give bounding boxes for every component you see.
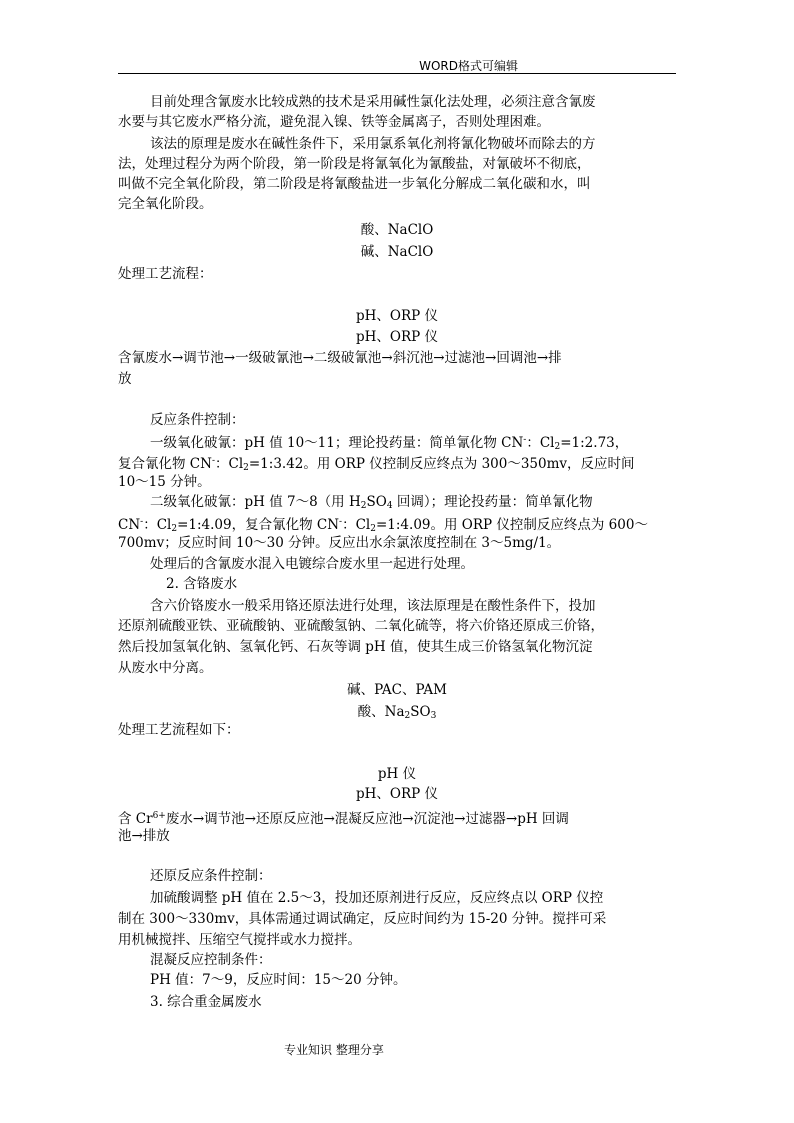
instrument-label: pH、ORP 仪 (355, 786, 439, 802)
header-rule (118, 73, 676, 74)
page-footer: 专业知识 整理分享 (284, 1043, 384, 1057)
reagent-label: 碱、PAC、PAM (347, 682, 447, 698)
process-flow: 池→排放 (118, 828, 170, 844)
paragraph-line: 然后投加氢氧化钠、氢氧化钙、石灰等调 pH 值，使其生成三价铬氢氧化物沉淀 (118, 639, 593, 655)
page-header (0, 57, 794, 77)
process-flow: 含氰废水→调节池→一级破氰池→二级破氰池→斜沉池→过滤池→回调池→排 (118, 350, 562, 366)
paragraph-line: 700mv；反应时间 10～30 分钟。反应出水余氯浓度控制在 3～5mg/1。 (118, 535, 561, 551)
section-label: 混凝反应控制条件： (150, 952, 272, 968)
paragraph-line: 从废水中分离。 (118, 660, 213, 676)
header-text: WORD格式可编辑 (419, 59, 518, 73)
paragraph-line: PH 值：7～9，反应时间：15～20 分钟。 (150, 972, 407, 988)
paragraph-line: 二级氧化破氰：pH 值 7～8（用 $H_2SO_4$ 回调）；理论投药量：简单氰化物 (150, 494, 593, 511)
paragraph-line: 还原剂硫酸亚铁、亚硫酸钠、亚硫酸氢钠、二氧化硫等，将六价铬还原成三价铬， (118, 618, 604, 634)
paragraph-line: 复合氰化物 CN-：$Cl_2=1:3.42$。用 ORP 仪控制反应终点为 300～350mv，反应时间 (118, 456, 635, 473)
paragraph-line: 一级氧化破氰：pH 值 10～11；理论投药量：简单氰化物 CN-：$Cl_2=1:2.73$， (150, 435, 629, 452)
section-label: 处理工艺流程如下： (118, 722, 240, 738)
process-flow: 放 (118, 371, 132, 387)
instrument-label: pH、ORP 仪 (355, 329, 439, 345)
paragraph-line: 加硫酸调整 pH 值在 2.5～3，投加还原剂进行反应，反应终点以 ORP 仪控 (150, 890, 604, 906)
process-flow: 含 $Cr^{6+}$废水→调节池→还原反应池→混凝反应池→沉淀池→过滤器→pH 回调 (118, 811, 569, 827)
reagent-label: 碱、NaClO (360, 244, 434, 260)
paragraph-line: 法，处理过程分为两个阶段，第一阶段是将氰氧化为氰酸盐，对氰破坏不彻底， (118, 156, 591, 172)
paragraph-line: 含六价铬废水一般采用铬还原法进行处理，该法原理是在酸性条件下，投加 (150, 598, 596, 614)
section-label: 反应条件控制： (150, 412, 245, 428)
paragraph-line: 该法的原理是废水在碱性条件下，采用氯系氧化剂将氰化物破坏而除去的方 (150, 136, 596, 152)
reagent-label: 酸、$Na_2SO_3$ (357, 704, 437, 721)
paragraph-line: 水要与其它废水严格分流，避免混入镍、铁等金属离子，否则处理困难。 (118, 114, 550, 130)
section-heading: 3. 综合重金属废水 (150, 994, 262, 1010)
section-heading: 2. 含铬废水 (166, 576, 238, 592)
section-label: 处理工艺流程： (118, 266, 213, 282)
paragraph-line: 10～15 分钟。 (118, 474, 211, 490)
section-label: 还原反应条件控制： (150, 868, 272, 884)
paragraph-line: 用机械搅拌、压缩空气搅拌或水力搅拌。 (118, 932, 361, 948)
paragraph-line: CN-：$Cl_2=1:4.09$，复合氰化物 CN-：$Cl_2=1:4.09$。用 ORP 仪控制反应终点为 600～ (118, 517, 648, 534)
paragraph-line: 处理后的含氰废水混入电镀综合废水里一起进行处理。 (150, 556, 474, 572)
instrument-label: pH、ORP 仪 (355, 308, 439, 324)
reagent-label: 酸、NaClO (360, 222, 434, 238)
paragraph-line: 叫做不完全氧化阶段，第二阶段是将氰酸盐进一步氧化分解成二氧化碳和水，叫 (118, 176, 591, 192)
paragraph-line: 目前处理含氰废水比较成熟的技术是采用碱性氯化法处理，必须注意含氰废 (150, 94, 596, 110)
paragraph-line: 制在 300～330mv，具体需通过调试确定，反应时间约为 15-20 分钟。搅拌可采 (118, 911, 607, 927)
instrument-label: pH 仪 (377, 766, 417, 782)
paragraph-line: 完全氧化阶段。 (118, 196, 213, 212)
